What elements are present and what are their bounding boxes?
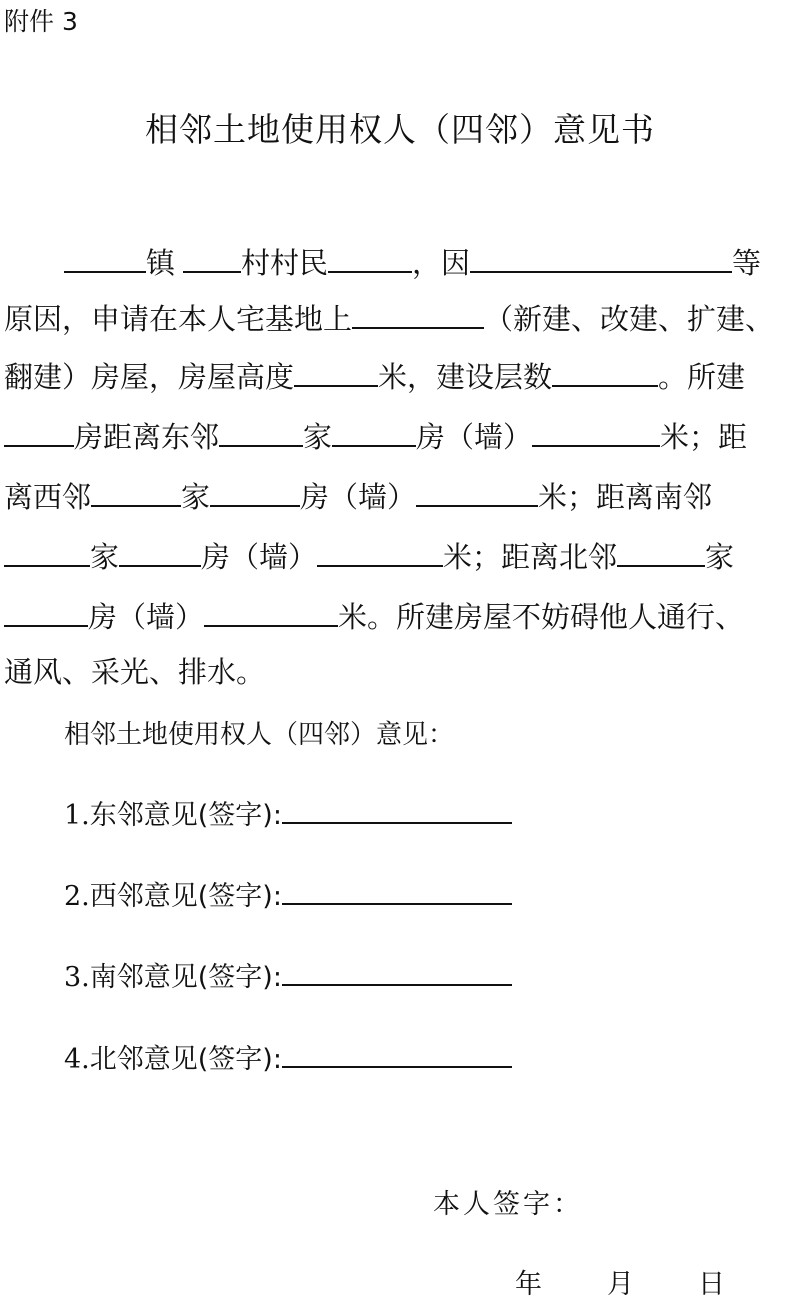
paragraph-line-4 (4, 416, 747, 457)
south-signature-blank[interactable] (282, 958, 512, 986)
south-house-blank[interactable] (119, 536, 201, 567)
north-signature-blank[interactable] (282, 1040, 512, 1068)
text: 米；距离北邻 (443, 540, 618, 574)
item-number: 2. (64, 881, 90, 912)
text: ，因 (412, 246, 471, 280)
text: （新建、改建、扩建、 (484, 302, 775, 336)
reason-blank[interactable] (470, 242, 732, 273)
paragraph-line-2 (4, 298, 774, 339)
town-blank[interactable] (64, 242, 146, 273)
text: 房（墙） (201, 540, 318, 574)
item-number: 1. (64, 800, 90, 831)
north-house-blank[interactable] (4, 596, 88, 627)
text: 房（墙） (416, 420, 533, 454)
text: 镇 (146, 246, 176, 280)
item-label: 南邻意见(签字): (89, 962, 282, 993)
paragraph-line-3 (4, 356, 745, 397)
text: 米；距 (660, 420, 748, 454)
annex-label: 附件 3 (4, 7, 78, 36)
construction-type-blank[interactable] (352, 298, 484, 329)
east-signature-blank[interactable] (282, 796, 512, 824)
opinion-heading: 相邻土地使用权人（四邻）意见： (64, 720, 455, 750)
height-blank[interactable] (294, 356, 378, 387)
south-neighbor-name-blank[interactable] (4, 536, 90, 567)
opinion-item-north (64, 1040, 512, 1078)
east-distance-blank[interactable] (532, 416, 660, 447)
west-neighbor-name-blank[interactable] (91, 476, 181, 507)
opinion-item-west (64, 877, 512, 915)
paragraph-line-8: 通风、采光、排水。 (4, 655, 266, 689)
item-number: 3. (64, 962, 90, 993)
villager-name-blank[interactable] (328, 242, 412, 273)
text: 米。所建房屋不妨碍他人通行、 (338, 600, 745, 634)
date-month-label: 月 (607, 1269, 634, 1300)
date-day-label: 日 (698, 1269, 725, 1300)
opinion-item-east (64, 796, 512, 834)
west-house-blank[interactable] (210, 476, 300, 507)
south-distance-blank[interactable] (317, 536, 443, 567)
village-blank[interactable] (183, 242, 241, 273)
text: 等 (732, 246, 762, 280)
text: 家 (181, 480, 211, 514)
item-label: 西邻意见(签字): (89, 881, 282, 912)
opinion-item-south (64, 958, 512, 996)
item-number: 4. (64, 1044, 90, 1075)
text: 房（墙） (88, 600, 205, 634)
text: 米，建设层数 (378, 360, 553, 394)
text: 米；距离南邻 (538, 480, 713, 514)
east-house-blank[interactable] (332, 416, 416, 447)
text: 原因，申请在本人宅基地上 (4, 302, 353, 336)
north-neighbor-name-blank[interactable] (617, 536, 705, 567)
date-year-label: 年 (515, 1269, 542, 1300)
floors-blank[interactable] (552, 356, 658, 387)
item-label: 北邻意见(签字): (89, 1044, 282, 1075)
paragraph-line-7 (4, 596, 744, 637)
text: 家 (705, 540, 735, 574)
item-label: 东邻意见(签字): (89, 800, 282, 831)
text: 房距离东邻 (74, 420, 220, 454)
north-distance-blank[interactable] (204, 596, 338, 627)
signature-label: 本人签字： (433, 1189, 583, 1220)
paragraph-line-1 (64, 242, 761, 283)
west-signature-blank[interactable] (282, 877, 512, 905)
text: 。所建 (658, 360, 746, 394)
paragraph-line-5 (4, 476, 712, 517)
text: 翻建）房屋，房屋高度 (4, 360, 295, 394)
text: 家 (90, 540, 120, 574)
west-distance-blank[interactable] (416, 476, 538, 507)
text: 村村民 (241, 246, 329, 280)
paragraph-line-6 (4, 536, 734, 577)
text: 家 (303, 420, 333, 454)
east-neighbor-name-blank[interactable] (219, 416, 303, 447)
document-title: 相邻土地使用权人（四邻）意见书 (145, 110, 655, 149)
text: 离西邻 (4, 480, 92, 514)
house-blank[interactable] (4, 416, 74, 447)
text: 房（墙） (300, 480, 417, 514)
